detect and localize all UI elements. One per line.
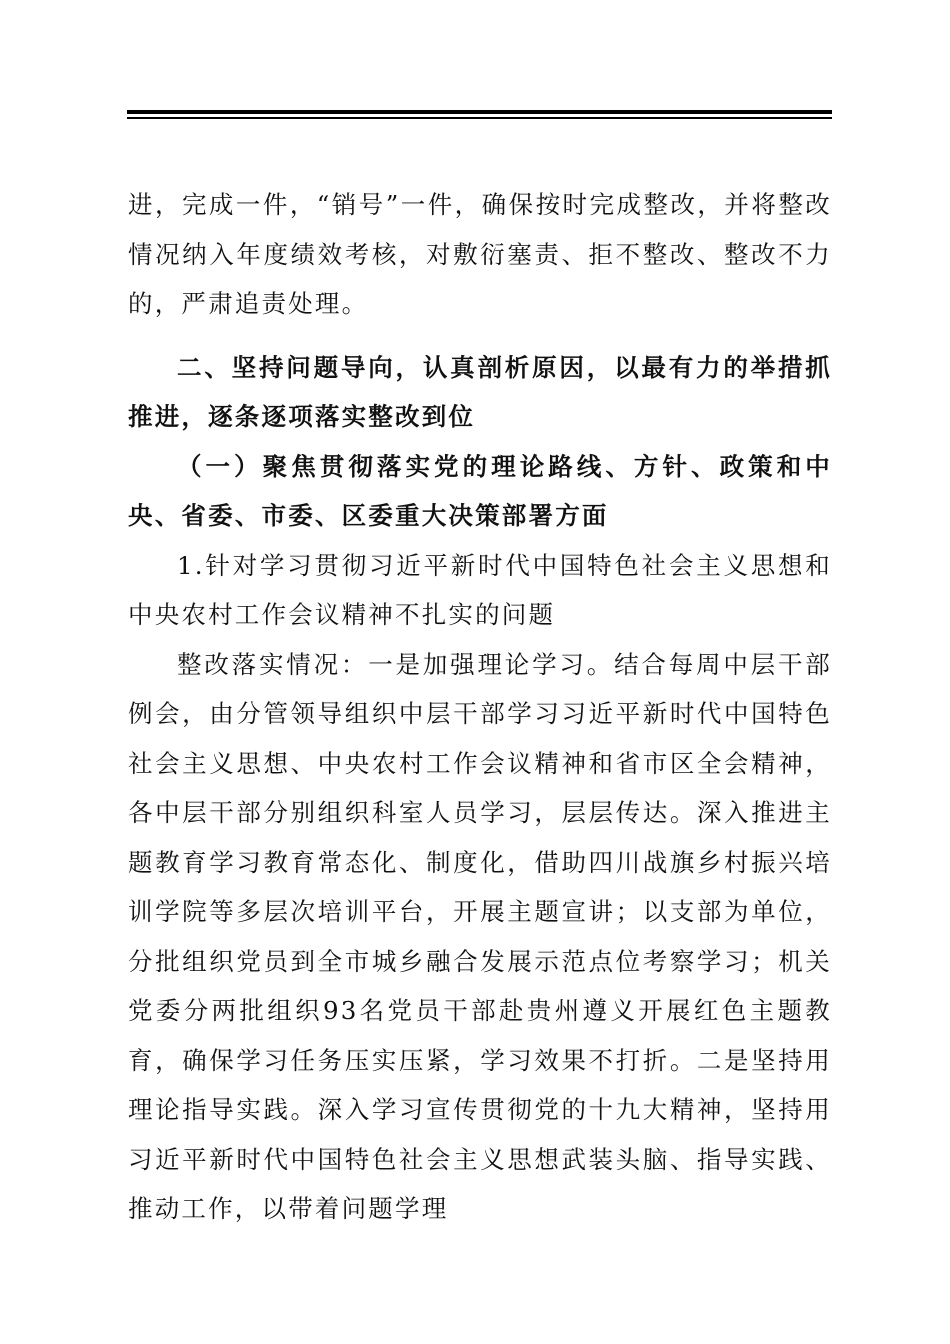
subsection-heading-1: （一）聚焦贯彻落实党的理论路线、方针、政策和中央、省委、市委、区委重大决策部署方面 xyxy=(128,451,832,530)
item-heading-1: 1.针对学习贯彻习近平新时代中国特色社会主义思想和中央农村工作会议精神不扎实的问题 xyxy=(128,550,832,629)
section-heading-2: 二、坚持问题导向，认真剖析原因，以最有力的举措抓推进，逐条逐项落实整改到位 xyxy=(128,352,832,431)
document-body xyxy=(128,180,832,1234)
header-rule-thin-line xyxy=(127,117,832,119)
header-rule-thick-line xyxy=(127,110,832,114)
header-double-rule xyxy=(127,110,832,120)
paragraph-continuation: 进，完成一件，“销号”一件，确保按时完成整改，并将整改情况纳入年度绩效考核，对敷衍塞责、拒不整改、整改不力的，严肃追责处理。 xyxy=(128,190,832,318)
paragraph-rectification-status: 整改落实情况：一是加强理论学习。结合每周中层干部例会，由分管领导组织中层干部学习习近平新时代中国特色社会主义思想、中央农村工作会议精神和省市区全会精神，各中层干部分别组织科室人员学习，层层传达。深入推进主题教育学习教育常态化、制度化，借助四川战旗乡村振兴培训学院等多层次培训平台，开展主题宣讲；以支部为单位，分批组织党员到全市城乡融合发展示范点位考察学习；机关党委分两批组织93名党员干部赴贵州遵义开展红色主题教育，确保学习任务压实压紧，学习效果不打折。二是坚持用理论指导实践。深入学习宣传贯彻党的十九大精神，坚持用习近平新时代中国特色社会主义思想武装头脑、指导实践、推动工作，以带着问题学理 xyxy=(128,649,832,1223)
